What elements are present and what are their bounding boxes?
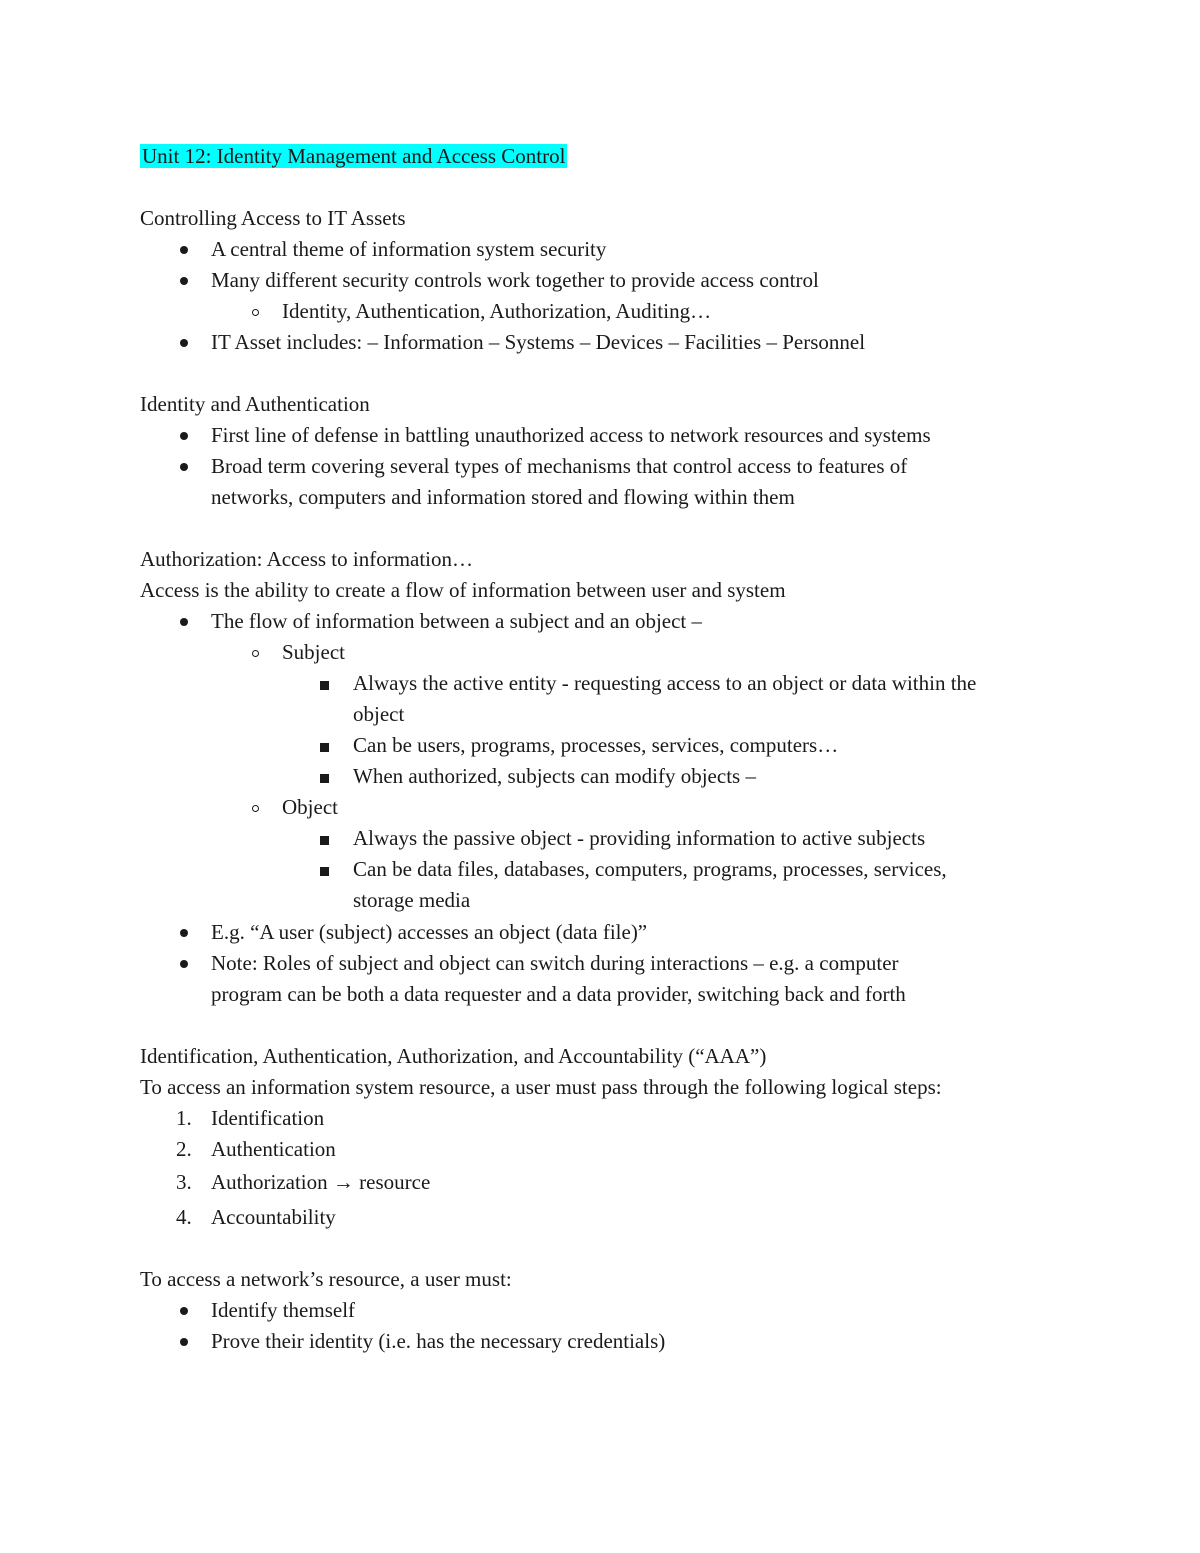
list-item: Identity, Authentication, Authorization, Auditing… [282, 299, 712, 323]
step-text: Accountability [211, 1205, 336, 1229]
list-item-continuation: object [353, 702, 405, 726]
bullet-square [320, 774, 329, 783]
paragraph: To access an information system resource, a user must pass through the following logical steps: [140, 1075, 942, 1099]
list-item: Note: Roles of subject and object can switch during interactions – e.g. a computer [211, 951, 899, 975]
bullet-square [320, 681, 329, 690]
bullet-dot [180, 246, 188, 254]
list-item: First line of defense in battling unauthorized access to network resources and systems [211, 423, 931, 447]
list-item: Object [282, 795, 338, 819]
paragraph: To access a network’s resource, a user must: [140, 1267, 512, 1291]
step-text: Identification [211, 1106, 325, 1130]
list-item: Identify themself [211, 1298, 356, 1322]
list-item: Always the passive object - providing information to active subjects [353, 826, 926, 850]
list-item: Prove their identity (i.e. has the necessary credentials) [211, 1329, 666, 1353]
step-text: Authentication [211, 1137, 336, 1161]
bullet-circle [252, 309, 259, 316]
bullet-dot [180, 339, 188, 347]
list-item: Subject [282, 640, 345, 664]
list-item: IT Asset includes: – Information – Systems – Devices – Facilities – Personnel [211, 330, 866, 354]
bullet-dot [180, 618, 188, 626]
list-item: The flow of information between a subject and an object – [211, 609, 702, 633]
section-heading-identity-authentication: Identity and Authentication [140, 392, 370, 416]
step-number: 1. [176, 1106, 192, 1130]
step-text: Authorization → resource [211, 1170, 431, 1194]
bullet-dot [180, 432, 188, 440]
bullet-dot [180, 960, 188, 968]
section-heading-aaa: Identification, Authentication, Authorization, and Accountability (“AAA”) [140, 1044, 767, 1068]
bullet-dot [180, 463, 188, 471]
bullet-square [320, 743, 329, 752]
list-item: Can be users, programs, processes, services, computers… [353, 733, 839, 757]
page-title [140, 142, 567, 170]
section-heading-access-it-assets: Controlling Access to IT Assets [140, 206, 406, 230]
step-number: 2. [176, 1137, 192, 1161]
list-item: Broad term covering several types of mechanisms that control access to features of [211, 454, 908, 478]
bullet-dot [180, 1338, 188, 1346]
step-number: 4. [176, 1205, 192, 1229]
step-number: 3. [176, 1170, 192, 1194]
bullet-circle [252, 650, 259, 657]
section-heading-authorization: Authorization: Access to information… [140, 547, 474, 571]
list-item: When authorized, subjects can modify objects – [353, 764, 756, 788]
list-item-continuation: networks, computers and information stored and flowing within them [211, 485, 795, 509]
bullet-square [320, 836, 329, 845]
bullet-circle [252, 805, 259, 812]
list-item: Many different security controls work together to provide access control [211, 268, 819, 292]
bullet-dot [180, 277, 188, 285]
list-item: E.g. “A user (subject) accesses an object (data file)” [211, 920, 648, 944]
bullet-dot [180, 929, 188, 937]
list-item-continuation: storage media [353, 888, 471, 912]
list-item-continuation: program can be both a data requester and a data provider, switching back and forth [211, 982, 906, 1006]
paragraph: Access is the ability to create a flow of information between user and system [140, 578, 786, 602]
bullet-square [320, 867, 329, 876]
list-item: Can be data files, databases, computers, programs, processes, services, [353, 857, 947, 881]
bullet-dot [180, 1307, 188, 1315]
list-item: Always the active entity - requesting access to an object or data within the [353, 671, 977, 695]
list-item: A central theme of information system security [211, 237, 607, 261]
title-highlight: Unit 12: Identity Management and Access Control [142, 144, 566, 168]
